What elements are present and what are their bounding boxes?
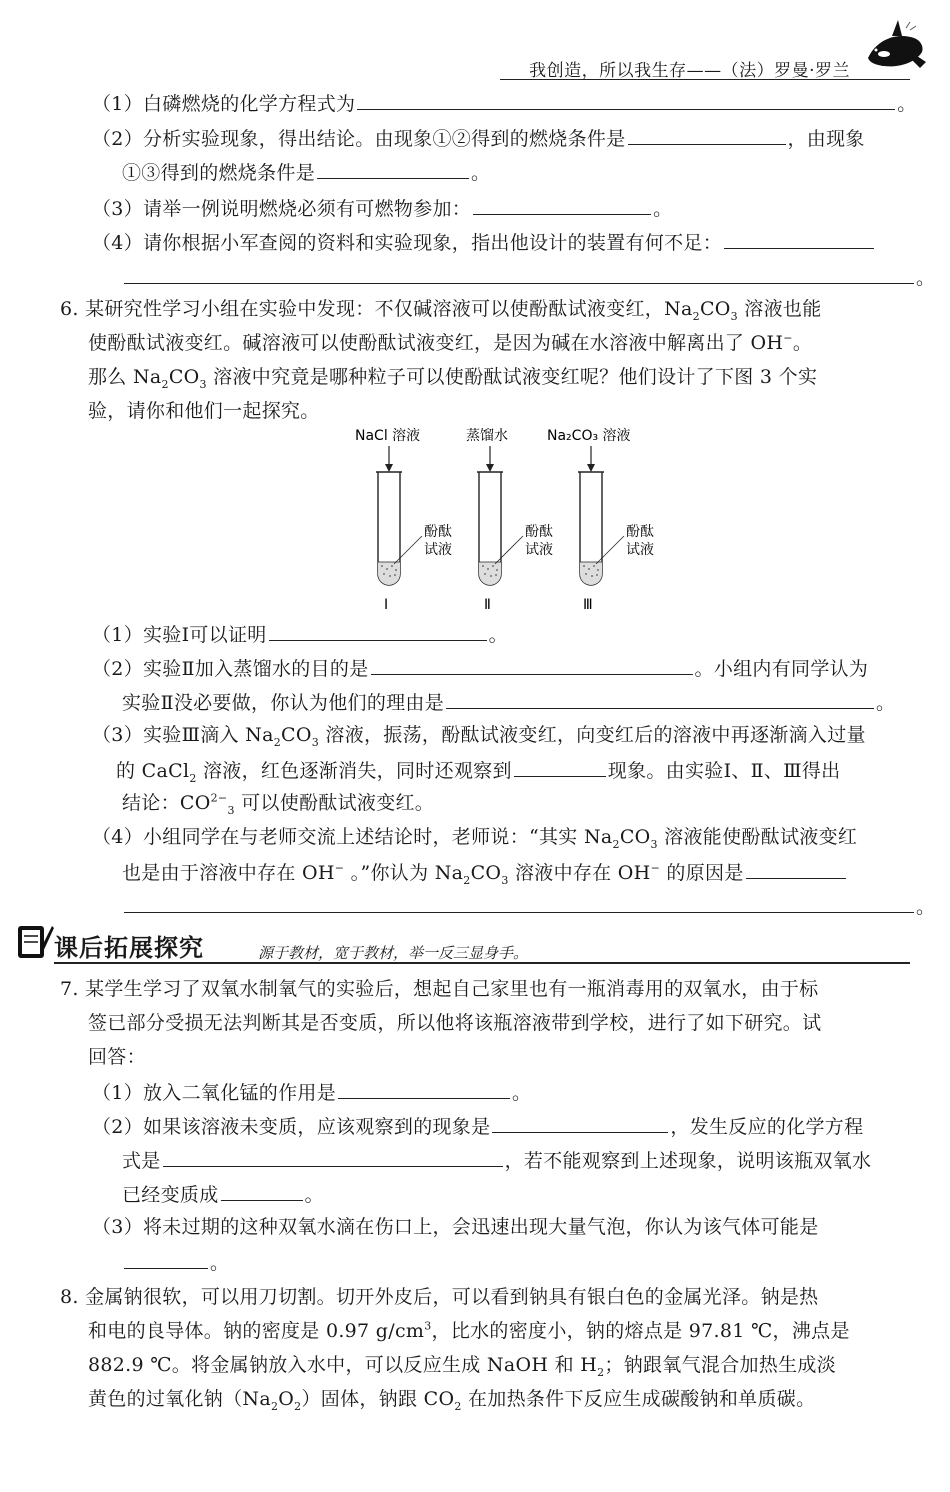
q7-part3-line2: 。 [122, 1248, 229, 1276]
tube-roman-label: Ⅲ [583, 597, 593, 613]
q7-line3: 回答： [88, 1046, 146, 1068]
q6-line2: 使酚酞试液变红。碱溶液可以使酚酞试液变红，是因为碱在水溶液中解离出了 OH−。 [88, 331, 813, 354]
test-tube-1 [355, 427, 452, 613]
answer-blank[interactable] [473, 194, 651, 215]
tube-roman-label: Ⅱ [484, 597, 491, 613]
q7-part3: （3）将未过期的这种双氧水滴在伤口上，会迅速出现大量气泡，你认为该气体可能是 [92, 1216, 819, 1238]
pencil-book-icon [14, 920, 54, 964]
answer-blank[interactable] [124, 263, 914, 284]
answer-blank[interactable] [628, 124, 786, 145]
q8-line1: 8. 金属钠很软，可以用刀切割。切开外皮后，可以看到钠具有银白色的金属光泽。钠是热 [60, 1286, 819, 1308]
q6-part4-line3: 。 [122, 892, 935, 920]
q6-part2-line2: 实验Ⅱ没必要做，你认为他们的理由是 。 [122, 688, 895, 716]
tube-side-label: 酚酞 [424, 524, 452, 540]
tube-side-label: 试液 [525, 542, 553, 558]
tube-roman-label: Ⅰ [384, 597, 389, 613]
section-divider [54, 962, 910, 964]
answer-blank[interactable] [269, 620, 487, 641]
tube-side-label: 试液 [626, 542, 654, 558]
answer-blank[interactable] [221, 1180, 303, 1201]
q6-part1: （1）实验Ⅰ可以证明 。 [92, 620, 508, 648]
answer-blank[interactable] [124, 1248, 208, 1269]
answer-blank[interactable] [357, 89, 895, 110]
answer-blank[interactable] [317, 158, 469, 179]
q8-line2: 和电的良导体。钠的密度是 0.97 $g/cm^3$，比水的密度小，钠的熔点是 97.81 ℃，沸点是 [88, 1319, 850, 1342]
answer-blank[interactable] [492, 1112, 668, 1133]
answer-blank[interactable] [124, 892, 914, 913]
q6-part2-line1: （2）实验Ⅱ加入蒸馏水的目的是 。小组内有同学认为 [92, 654, 868, 682]
q7-line1: 7. 某学生学习了双氧水制氧气的实验后，想起自己家里也有一瓶消毒用的双氧水，由于标 [60, 978, 819, 1000]
section-subtitle: 源于教材，宽于教材，举一反三显身手。 [258, 944, 529, 962]
q6-part3-line3: 结论：$CO^{2-}_3$ 可以使酚酞试液变红。 [122, 791, 435, 817]
answer-blank[interactable] [163, 1146, 503, 1167]
q5-part1: （1）白磷燃烧的化学方程式为 。 [92, 89, 917, 117]
test-tube-figure [340, 424, 680, 616]
tube-top-label: 蒸馏水 [466, 428, 508, 444]
answer-blank[interactable] [371, 654, 693, 675]
q6-part4-line1: （4）小组同学在与老师交流上述结论时，老师说：“其实 $Na_2CO_3$ 溶液能使酚酞试液变红 [92, 826, 858, 851]
tube-side-label: 酚酞 [626, 524, 654, 540]
q5-part2-line2: ①③得到的燃烧条件是 。 [122, 158, 490, 186]
answer-blank[interactable] [338, 1078, 510, 1099]
answer-blank[interactable] [746, 858, 846, 879]
q5-part2-line1: （2）分析实验现象，得出结论。由现象①②得到的燃烧条件是 ，由现象 [92, 124, 865, 152]
header-rule [500, 79, 910, 80]
q7-part2-line3: 已经变质成 。 [122, 1180, 324, 1208]
q5-part3: （3）请举一例说明燃烧必须有可燃物参加： 。 [92, 194, 672, 222]
header-quote: 我创造，所以我生存——（法）罗曼·罗兰 [529, 61, 850, 81]
q7-part1: （1）放入二氧化锰的作用是 。 [92, 1078, 531, 1106]
q7-part2-line2: 式是 ，若不能观察到上述现象，说明该瓶双氧水 [122, 1146, 871, 1174]
q7-part2-line1: （2）如果该溶液未变质，应该观察到的现象是 ，发生反应的化学方程 [92, 1112, 863, 1140]
tube-top-label: Na₂CO₃ 溶液 [547, 428, 631, 444]
answer-blank[interactable] [446, 688, 874, 709]
orca-logo-icon [862, 18, 928, 76]
q6-part3-line1: （3）实验Ⅲ滴入 $Na_2CO_3$ 溶液，振荡，酚酞试液变红，向变红后的溶液中再逐渐滴入过量 [92, 724, 866, 749]
q6-part3-line2: 的 CaCl$_2$ 溶液，红色逐渐消失，同时还观察到 现象。由实验Ⅰ、Ⅱ、Ⅲ得出 [116, 756, 840, 784]
test-tube-2 [466, 427, 553, 613]
q5-part4: （4）请你根据小军查阅的资料和实验现象，指出他设计的装置有何不足： [92, 228, 876, 256]
section-title: 课后拓展探究 [54, 934, 204, 962]
answer-blank[interactable] [514, 756, 606, 777]
q8-line3: 882.9 ℃。将金属钠放入水中，可以反应生成 NaOH 和 $H_2$；钠跟氧气混合加热生成淡 [88, 1354, 836, 1379]
q6-line4: 验，请你和他们一起探究。 [88, 400, 320, 422]
q6-line3: 那么 $Na_2CO_3$ 溶液中究竟是哪种粒子可以使酚酞试液变红呢？他们设计了下图 3 个实 [88, 366, 818, 391]
q5-part4-line2: 。 [122, 263, 935, 291]
tube-side-label: 酚酞 [525, 524, 553, 540]
q7-line2: 签已部分受损无法判断其是否变质，所以他将该瓶溶液带到学校，进行了如下研究。试 [88, 1012, 822, 1034]
answer-blank[interactable] [724, 228, 874, 249]
test-tube-3 [547, 427, 654, 613]
tube-top-label: NaCl 溶液 [355, 428, 421, 444]
q8-line4: 黄色的过氧化钠$(Na_2O_2)$固体，钠跟 $CO_2$ 在加热条件下反应生成碳酸钠和单质碳。 [88, 1388, 816, 1413]
q6-part4-line2: 也是由于溶液中存在 OH− 。”你认为 $Na_2CO_3$ 溶液中存在 OH− 的原因是 [122, 858, 848, 886]
q6-line1: 6. 某研究性学习小组在实验中发现：不仅碱溶液可以使酚酞试液变红，$Na_2CO_3$ 溶液也能 [60, 298, 822, 323]
tube-side-label: 试液 [424, 542, 452, 558]
